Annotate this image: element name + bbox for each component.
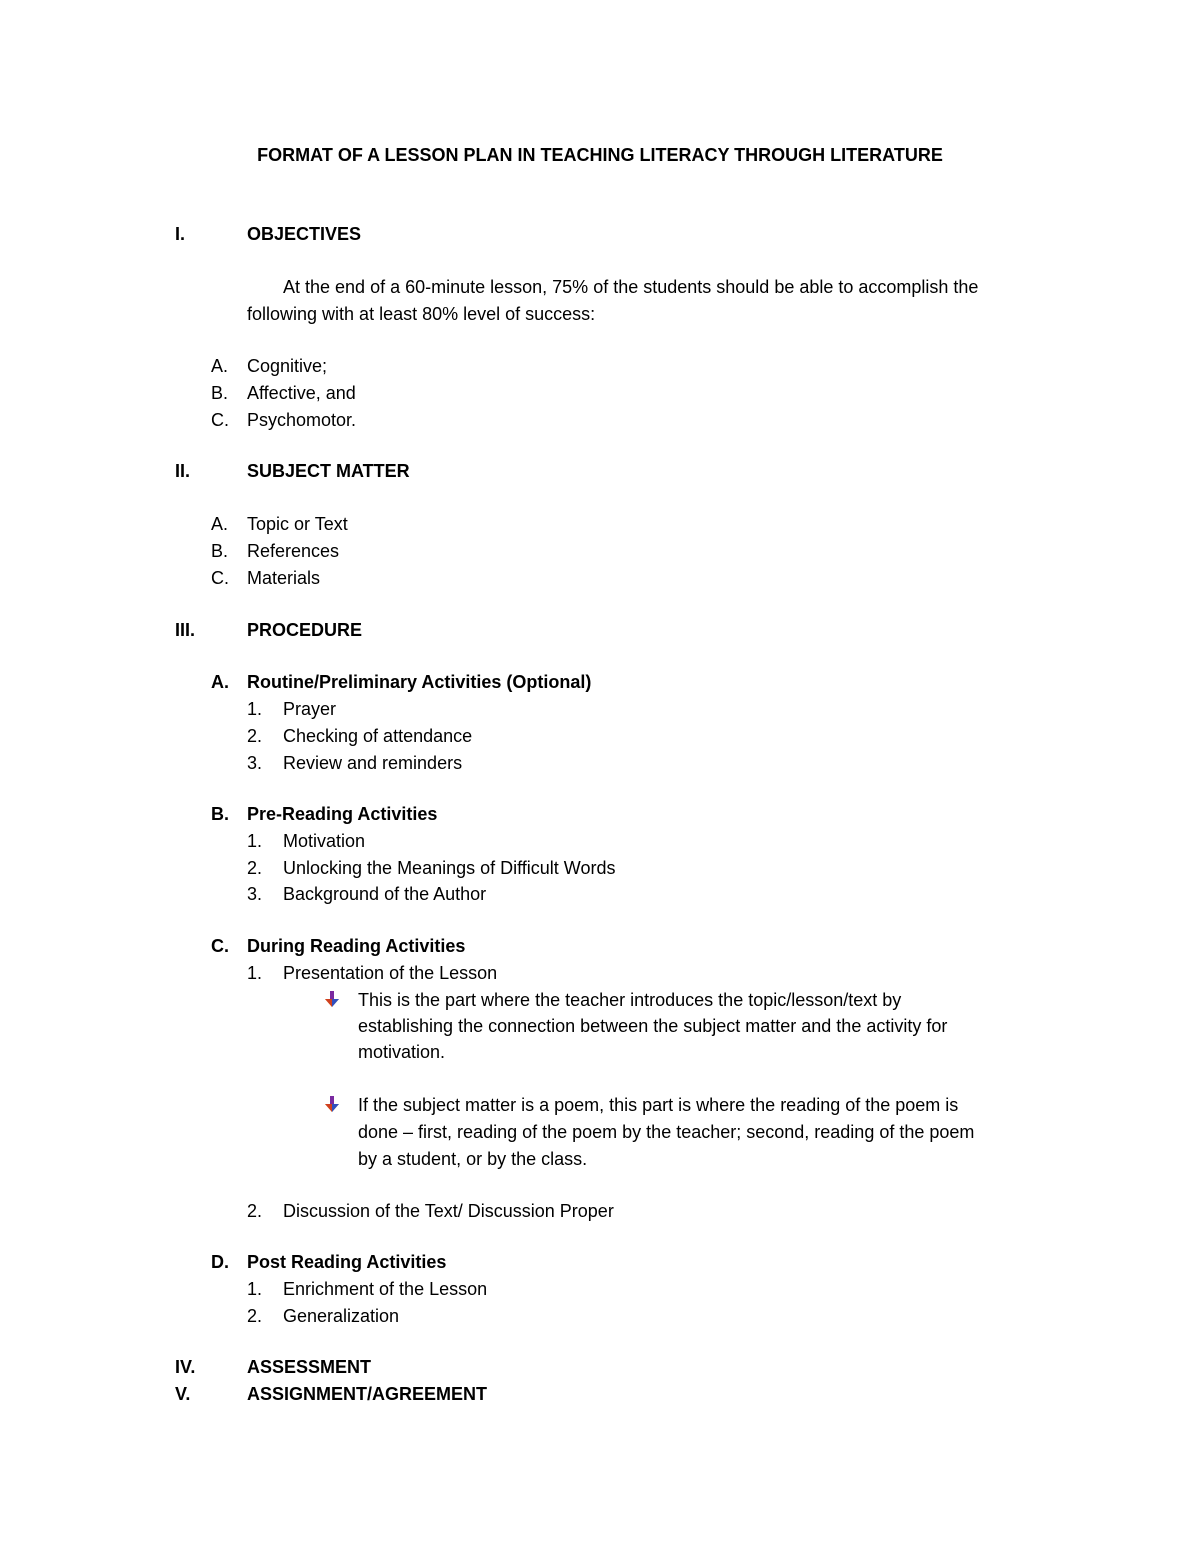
list-marker: A. <box>211 356 229 376</box>
list-item: Presentation of the Lesson <box>283 963 498 983</box>
list-item: Prayer <box>283 699 337 719</box>
list-marker: 3. <box>247 753 263 773</box>
list-marker: B. <box>211 541 229 561</box>
list-item: Unlocking the Meanings of Difficult Words <box>283 858 616 878</box>
list-item: Review and reminders <box>283 753 463 773</box>
section-numeral: III. <box>175 620 196 640</box>
page-title: FORMAT OF A LESSON PLAN IN TEACHING LITERACY THROUGH LITERATURE <box>257 145 943 165</box>
section-heading-assignment: ASSIGNMENT/AGREEMENT <box>247 1384 488 1404</box>
list-marker: A. <box>211 514 229 534</box>
list-item: Topic or Text <box>247 514 348 534</box>
list-item: Materials <box>247 568 321 588</box>
subsection-heading-post-reading: Post Reading Activities <box>247 1252 447 1272</box>
arrow-bullet-icon <box>323 990 341 1008</box>
section-heading-assessment: ASSESSMENT <box>247 1357 372 1377</box>
bullet-text: establishing the connection between the subject matter and the activity for <box>358 1016 948 1036</box>
subsection-heading-pre-reading: Pre-Reading Activities <box>247 804 438 824</box>
bullet-text: by a student, or by the class. <box>358 1149 588 1169</box>
list-marker: 2. <box>247 1201 263 1221</box>
list-item: Enrichment of the Lesson <box>283 1279 488 1299</box>
list-item: Background of the Author <box>283 884 487 904</box>
objectives-intro-cont: following with at least 80% level of success: <box>247 304 596 324</box>
list-marker: 3. <box>247 884 263 904</box>
section-numeral: IV. <box>175 1357 196 1377</box>
bullet-text: done – first, reading of the poem by the teacher; second, reading of the poem <box>358 1122 975 1142</box>
section-numeral: V. <box>175 1384 191 1404</box>
objectives-intro: At the end of a 60-minute lesson, 75% of the students should be able to accomplish the <box>283 277 979 297</box>
subsection-marker: D. <box>211 1252 229 1272</box>
section-heading-objectives: OBJECTIVES <box>247 224 362 244</box>
bullet-text: If the subject matter is a poem, this part is where the reading of the poem is <box>358 1095 959 1115</box>
list-marker: 1. <box>247 831 263 851</box>
list-item: Checking of attendance <box>283 726 473 746</box>
subsection-marker: C. <box>211 936 229 956</box>
list-item: Motivation <box>283 831 366 851</box>
list-marker: 2. <box>247 726 263 746</box>
subsection-marker: B. <box>211 804 229 824</box>
subsection-heading-during-reading: During Reading Activities <box>247 936 466 956</box>
list-item: Generalization <box>283 1306 400 1326</box>
list-item: Psychomotor. <box>247 410 357 430</box>
list-marker: 2. <box>247 858 263 878</box>
list-marker: C. <box>211 410 229 430</box>
list-marker: B. <box>211 383 229 403</box>
list-marker: 1. <box>247 963 263 983</box>
list-marker: 2. <box>247 1306 263 1326</box>
list-item: References <box>247 541 340 561</box>
list-marker: 1. <box>247 699 263 719</box>
list-item: Affective, and <box>247 383 356 403</box>
section-heading-procedure: PROCEDURE <box>247 620 363 640</box>
subsection-marker: A. <box>211 672 229 692</box>
bullet-text: This is the part where the teacher introduces the topic/lesson/text by <box>358 990 902 1010</box>
list-item: Cognitive; <box>247 356 328 376</box>
bullet-text: motivation. <box>358 1042 446 1062</box>
section-numeral: II. <box>175 461 191 481</box>
list-item: Discussion of the Text/ Discussion Proper <box>283 1201 614 1221</box>
section-heading-subject-matter: SUBJECT MATTER <box>247 461 410 481</box>
section-numeral: I. <box>175 224 186 244</box>
list-marker: C. <box>211 568 229 588</box>
list-marker: 1. <box>247 1279 263 1299</box>
subsection-heading-routine: Routine/Preliminary Activities (Optional) <box>247 672 592 692</box>
arrow-bullet-icon <box>323 1095 341 1113</box>
